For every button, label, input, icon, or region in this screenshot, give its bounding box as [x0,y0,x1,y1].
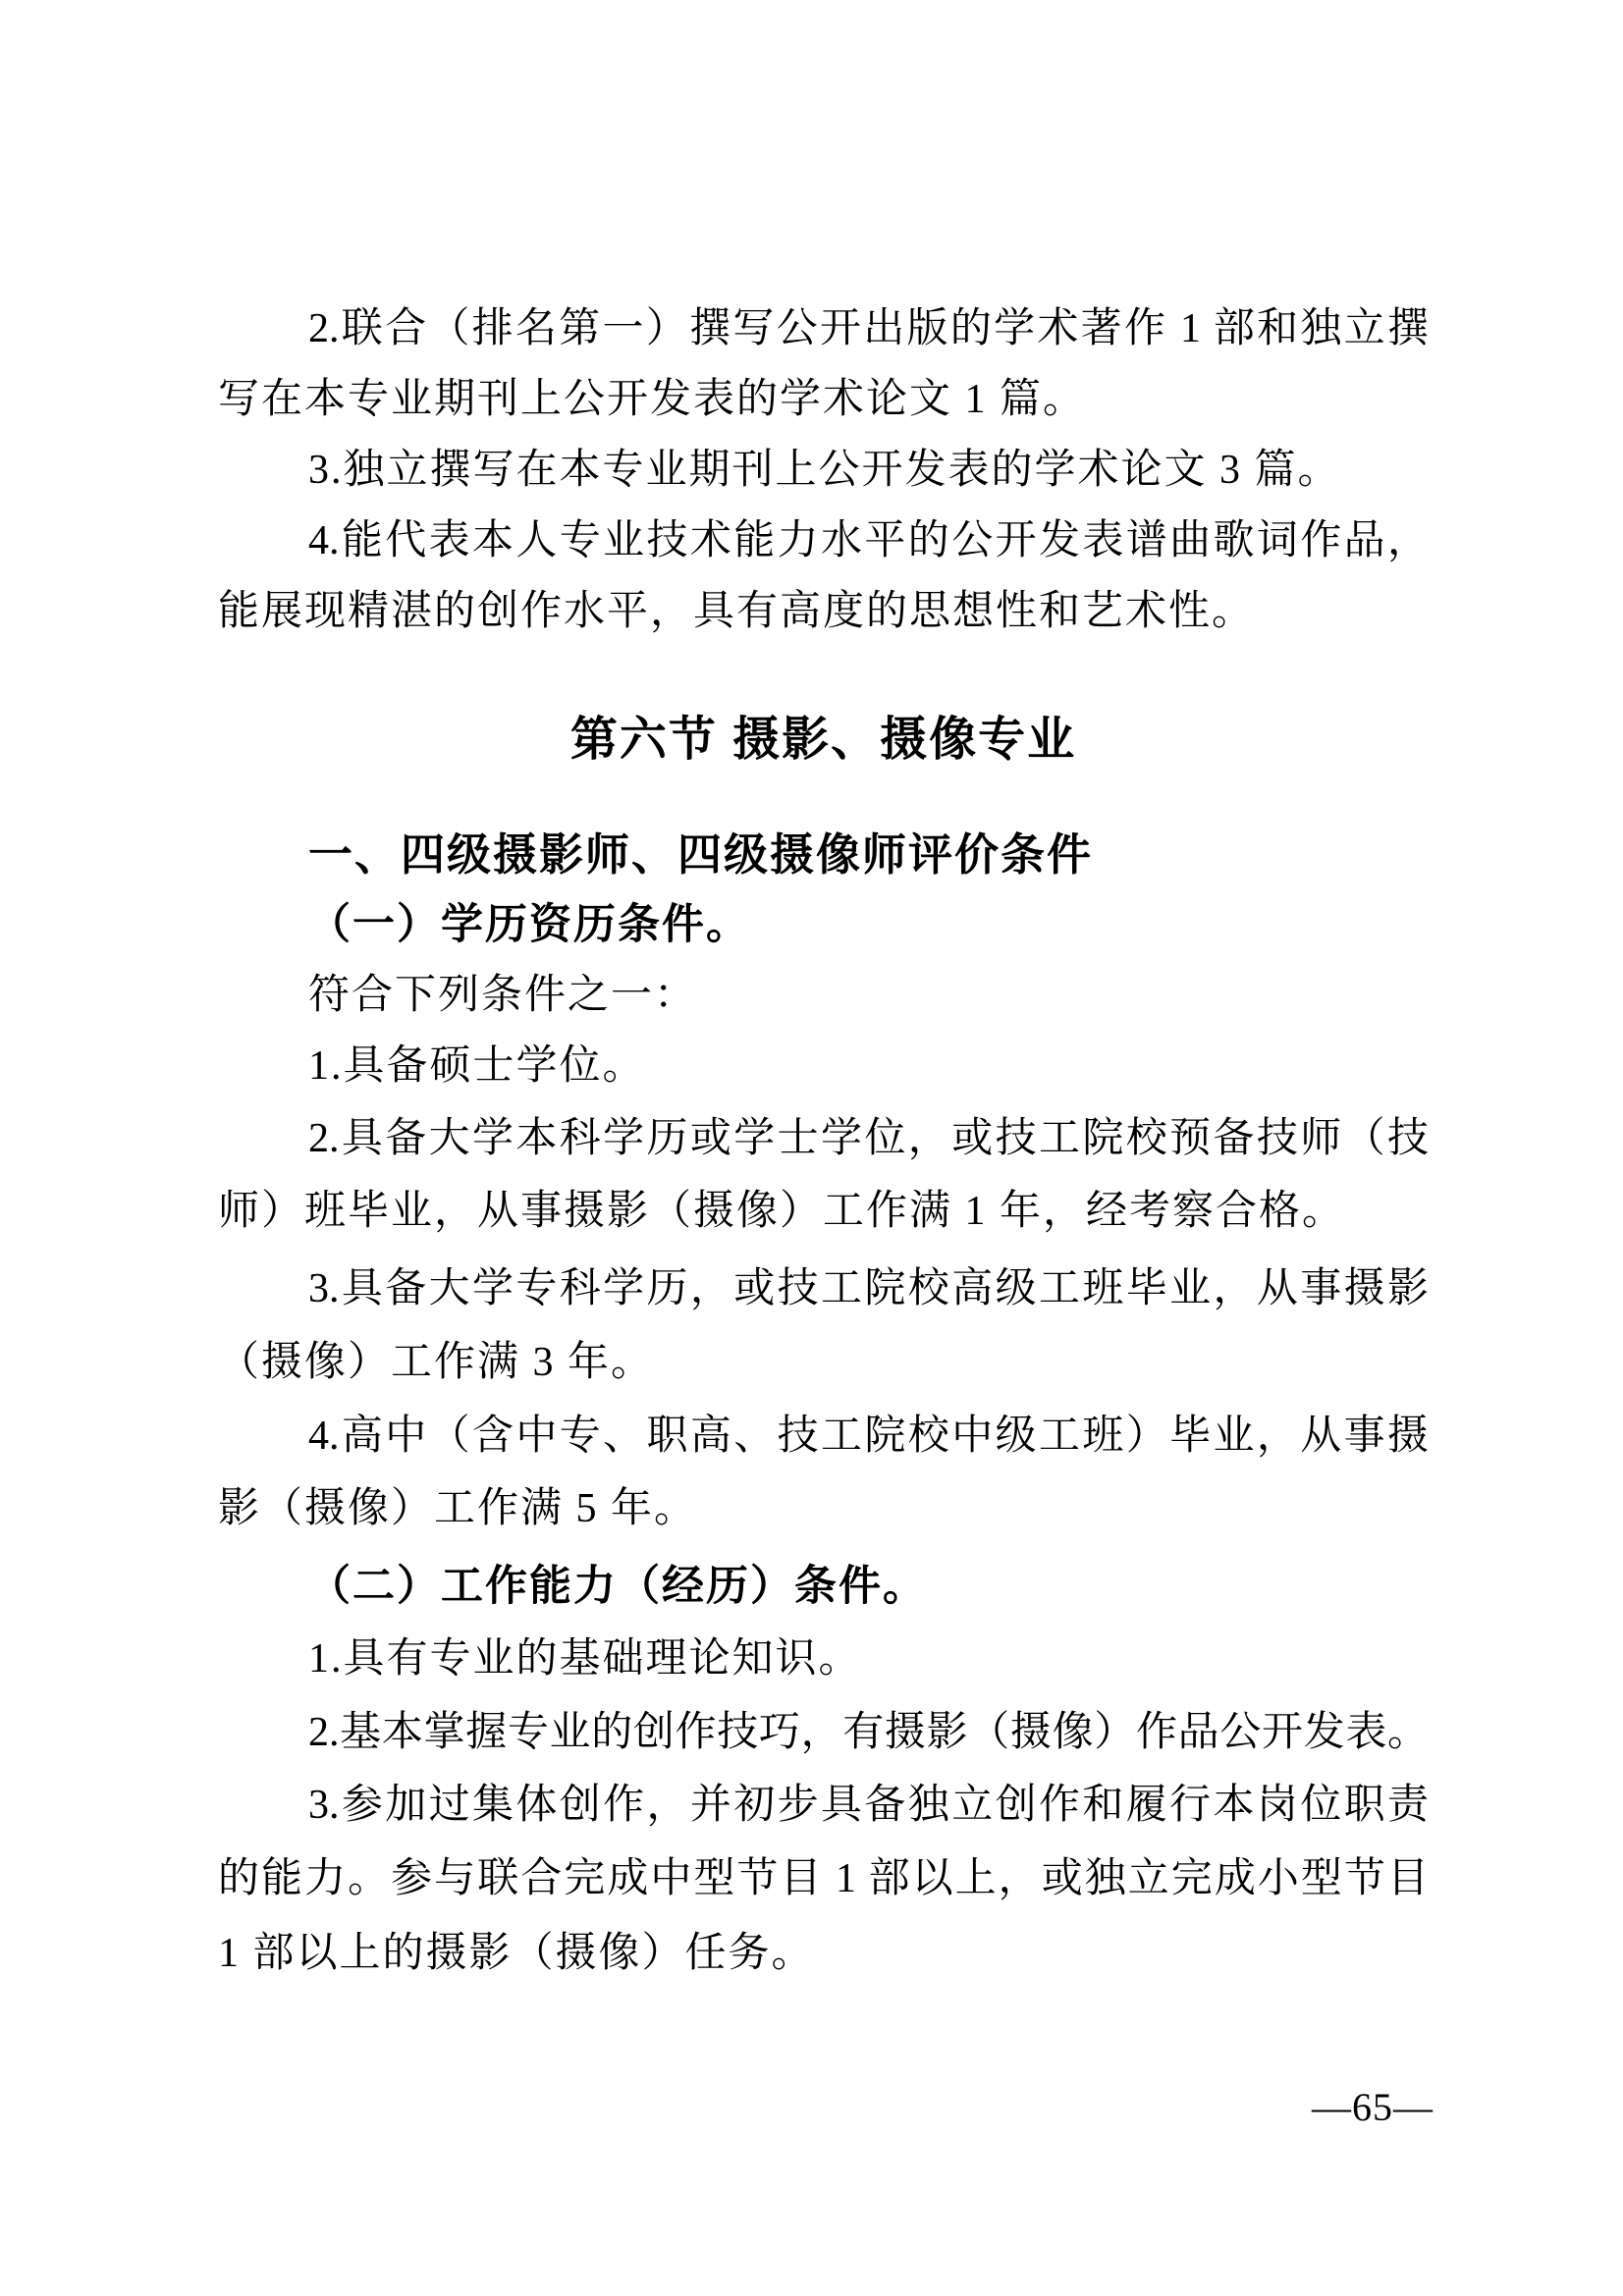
paragraph-line-edu2-1: 2.具备大学本科学历或学士学位，或技工院校预备技师（技 [308,1116,1429,1161]
paragraph-line-edu4-1: 4.高中（含中专、职高、技工院校中级工班）毕业，从事摄 [308,1414,1429,1459]
paragraph-line-edu2-2: 师）班毕业，从事摄影（摄像）工作满 1 年，经考察合格。 [218,1189,1346,1234]
section-heading: 第六节 摄影、摄像专业 [569,714,1077,766]
paragraph-line-work3-3: 1 部以上的摄影（摄像）任务。 [218,1931,815,1976]
page-number: —65— [1312,2085,1434,2129]
paragraph-line-work2: 2.基本掌握专业的创作技巧，有摄影（摄像）作品公开发表。 [308,1710,1429,1755]
subheading-education-conditions: （一）学历资历条件。 [308,902,750,948]
paragraph-line-item4-1: 4.能代表本人专业技术能力水平的公开发表谱曲歌词作品， [308,518,1429,563]
paragraph-line-edu3-1: 3.具备大学专科学历，或技工院校高级工班毕业，从事摄影 [308,1266,1429,1311]
paragraph-line-work1: 1.具有专业的基础理论知识。 [308,1636,862,1682]
paragraph-line-edu3-2: （摄像）工作满 3 年。 [218,1340,655,1385]
paragraph-line-item2-1: 2.联合（排名第一）撰写公开出版的学术著作 1 部和独立撰 [308,306,1429,351]
paragraph-line-cond-intro: 符合下列条件之一： [308,973,698,1018]
paragraph-line-edu4-2: 影（摄像）工作满 5 年。 [218,1486,698,1531]
paragraph-line-edu1: 1.具备硕士学位。 [308,1043,646,1089]
paragraph-line-work3-1: 3.参加过集体创作，并初步具备独立创作和履行本岗位职责 [308,1783,1429,1828]
subheading-level4-criteria: 一、四级摄影师、四级摄像师评价条件 [308,829,1094,880]
paragraph-line-item2-2: 写在本专业期刊上公开发表的学术论文 1 篇。 [218,377,1087,422]
paragraph-line-item3: 3.独立撰写在本专业期刊上公开发表的学术论文 3 篇。 [308,448,1341,493]
paragraph-line-item4-2: 能展现精湛的创作水平，具有高度的思想性和艺术性。 [218,589,1256,634]
paragraph-line-work3-2: 的能力。参与联合完成中型节目 1 部以上，或独立完成小型节目 [218,1856,1429,1901]
subheading-work-ability-conditions: （二）工作能力（经历）条件。 [308,1564,927,1610]
